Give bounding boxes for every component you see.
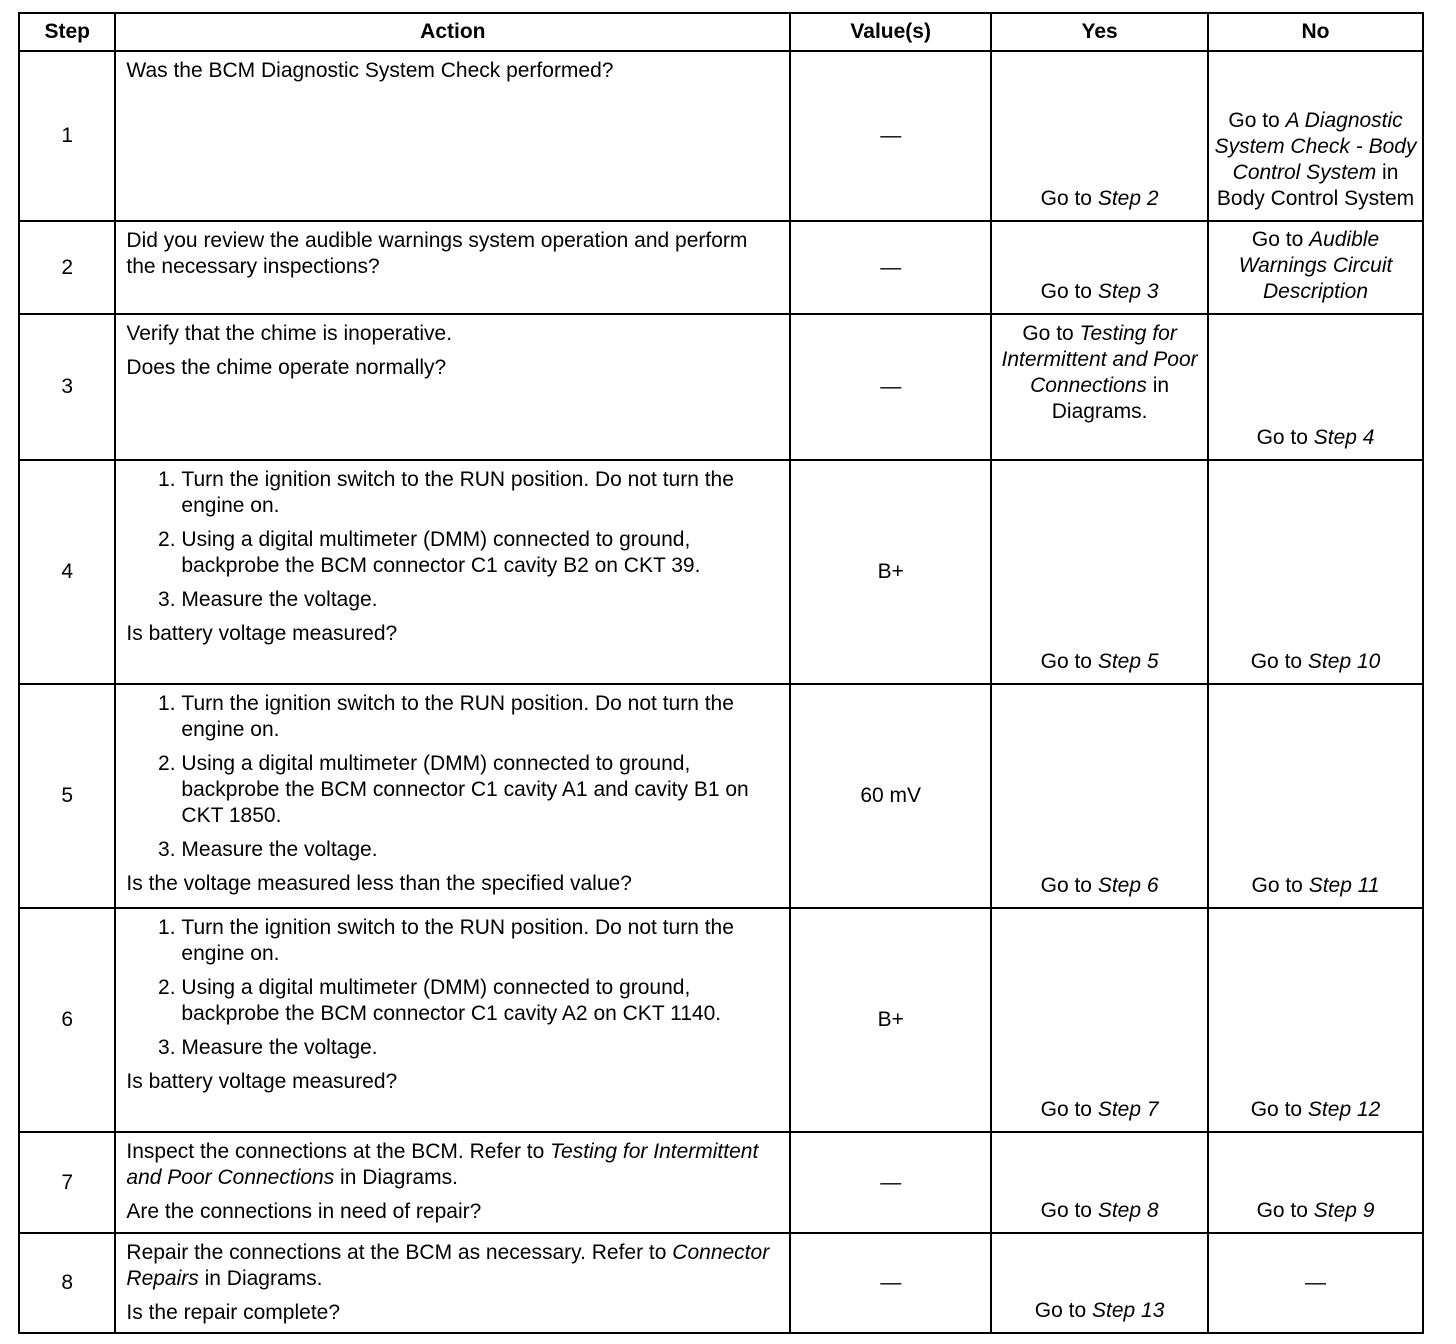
yes-link: Testing for Intermittent and Poor Connections xyxy=(1001,322,1198,397)
no-destination: Go to Step 9 xyxy=(1256,1199,1375,1222)
procedure-list xyxy=(126,915,779,1061)
step-cell xyxy=(19,314,115,460)
step-cell xyxy=(19,684,115,908)
action-question: Is the voltage measured less than the specified value? xyxy=(126,872,632,895)
step-number: 2 xyxy=(61,255,74,279)
yes-cell xyxy=(991,221,1208,314)
action-question: Does the chime operate normally? xyxy=(126,356,447,379)
yes-destination: Go to Step 8 xyxy=(1040,1199,1159,1222)
procedure-list xyxy=(126,691,779,863)
no-link: A Diagnostic System Check - Body Control System xyxy=(1214,109,1417,184)
no-destination: Go to Audible Warnings Circuit Description xyxy=(1238,228,1393,303)
no-cell xyxy=(1208,460,1423,684)
action-text: Inspect the connections at the BCM. Refer to Testing for Intermittent and Poor Connections in Diagrams. xyxy=(126,1140,759,1189)
value-text: B+ xyxy=(877,560,904,583)
no-link: Audible Warnings Circuit Description xyxy=(1238,228,1393,303)
procedure-step: 2. Using a digital multimeter (DMM) connected to ground, backprobe the BCM connector C1 cavity A2 on CKT 1140. xyxy=(181,975,779,1027)
yes-cell xyxy=(991,314,1208,460)
table-row xyxy=(19,221,1423,314)
diagnostic-table xyxy=(18,12,1424,1334)
action-question: Is battery voltage measured? xyxy=(126,1070,398,1093)
step-number: 5 xyxy=(61,784,74,807)
step-number: 8 xyxy=(61,1271,74,1294)
no-link: Step 11 xyxy=(1308,874,1380,897)
procedure-step: 1. Turn the ignition switch to the RUN position. Do not turn the engine on. xyxy=(181,691,779,743)
value-text: — xyxy=(880,255,902,279)
yes-destination: Go to Testing for Intermittent and Poor Connections in Diagrams. xyxy=(1001,322,1198,423)
procedure-step: 3. Measure the voltage. xyxy=(181,837,779,863)
yes-destination: Go to Step 13 xyxy=(1034,1299,1165,1322)
value-text: B+ xyxy=(877,1008,904,1031)
action-cell xyxy=(115,1132,790,1233)
yes-cell xyxy=(991,908,1208,1132)
no-cell xyxy=(1208,1233,1423,1333)
no-destination: Go to Step 10 xyxy=(1250,650,1381,673)
yes-cell xyxy=(991,51,1208,221)
action-text: Verify that the chime is inoperative. xyxy=(126,322,453,345)
table-row xyxy=(19,684,1423,908)
yes-link: Step 2 xyxy=(1097,187,1159,210)
action-text: Did you review the audible warnings system operation and perform the necessary inspections? xyxy=(126,229,748,278)
action-cell xyxy=(115,221,790,314)
value-cell xyxy=(790,1132,991,1233)
table-row xyxy=(19,908,1423,1132)
no-destination: Go to Step 12 xyxy=(1250,1098,1381,1121)
table-row xyxy=(19,460,1423,684)
action-cell xyxy=(115,51,790,221)
yes-cell xyxy=(991,684,1208,908)
value-cell xyxy=(790,908,991,1132)
no-link: Step 4 xyxy=(1313,426,1375,449)
value-text: — xyxy=(880,1271,902,1294)
value-text: — xyxy=(880,124,902,147)
no-link: Step 10 xyxy=(1307,650,1381,673)
yes-destination: Go to Step 7 xyxy=(1040,1098,1159,1121)
action-text: Repair the connections at the BCM as necessary. Refer to Connector Repairs in Diagrams. xyxy=(126,1241,770,1290)
procedure-step: 3. Measure the voltage. xyxy=(181,1035,779,1061)
yes-link: Step 7 xyxy=(1097,1098,1159,1121)
header-no: No xyxy=(1208,13,1423,51)
yes-destination: Go to Step 3 xyxy=(1040,280,1159,303)
yes-destination: Go to Step 6 xyxy=(1040,874,1159,897)
reference-link: Connector Repairs xyxy=(126,1241,770,1290)
yes-link: Step 8 xyxy=(1097,1199,1159,1222)
yes-destination: Go to Step 2 xyxy=(1040,187,1159,210)
header-values: Value(s) xyxy=(790,13,991,51)
yes-link: Step 5 xyxy=(1097,650,1159,673)
yes-link: Step 13 xyxy=(1091,1299,1165,1322)
reference-link: Testing for Intermittent and Poor Connections xyxy=(126,1140,759,1189)
action-cell xyxy=(115,460,790,684)
no-destination: Go to A Diagnostic System Check - Body Control System in Body Control System xyxy=(1214,109,1417,210)
no-cell xyxy=(1208,908,1423,1132)
no-cell xyxy=(1208,221,1423,314)
no-link: Step 9 xyxy=(1313,1199,1375,1222)
step-number: 3 xyxy=(61,375,74,398)
action-cell xyxy=(115,314,790,460)
no-cell xyxy=(1208,51,1423,221)
table-row xyxy=(19,1233,1423,1333)
step-number: 7 xyxy=(61,1170,74,1194)
step-number: 4 xyxy=(61,560,74,583)
header-row xyxy=(19,13,1423,51)
yes-destination: Go to Step 5 xyxy=(1040,650,1159,673)
value-cell xyxy=(790,51,991,221)
no-cell xyxy=(1208,314,1423,460)
step-cell xyxy=(19,1233,115,1333)
table-row xyxy=(19,1132,1423,1233)
value-cell xyxy=(790,314,991,460)
value-text: 60 mV xyxy=(860,784,922,807)
value-text: — xyxy=(880,375,902,398)
procedure-step: 2. Using a digital multimeter (DMM) connected to ground, backprobe the BCM connector C1 cavity B2 on CKT 39. xyxy=(181,527,779,579)
step-number: 1 xyxy=(61,124,74,147)
procedure-step: 3. Measure the voltage. xyxy=(181,587,779,613)
no-destination: Go to Step 11 xyxy=(1251,874,1380,897)
action-text: Was the BCM Diagnostic System Check performed? xyxy=(126,59,614,82)
header-yes: Yes xyxy=(991,13,1208,51)
action-cell xyxy=(115,684,790,908)
table-row xyxy=(19,51,1423,221)
yes-link: Step 6 xyxy=(1097,874,1159,897)
action-question: Is battery voltage measured? xyxy=(126,622,398,645)
value-text: — xyxy=(880,1170,902,1194)
table-row xyxy=(19,314,1423,460)
no-cell xyxy=(1208,684,1423,908)
value-cell xyxy=(790,1233,991,1333)
step-cell xyxy=(19,460,115,684)
step-cell xyxy=(19,51,115,221)
no-link: Step 12 xyxy=(1307,1098,1381,1121)
yes-link: Step 3 xyxy=(1097,280,1159,303)
no-destination: — xyxy=(1305,1271,1327,1294)
action-question: Are the connections in need of repair? xyxy=(126,1200,482,1223)
yes-cell xyxy=(991,1132,1208,1233)
no-destination: Go to Step 4 xyxy=(1256,426,1375,449)
step-cell xyxy=(19,221,115,314)
procedure-step: 1. Turn the ignition switch to the RUN position. Do not turn the engine on. xyxy=(181,915,779,967)
no-cell xyxy=(1208,1132,1423,1233)
value-cell xyxy=(790,460,991,684)
value-cell xyxy=(790,221,991,314)
procedure-list xyxy=(126,467,779,613)
yes-cell xyxy=(991,1233,1208,1333)
action-question: Is the repair complete? xyxy=(126,1301,341,1324)
procedure-step: 2. Using a digital multimeter (DMM) connected to ground, backprobe the BCM connector C1 cavity A1 and cavity B1 on CKT 1850. xyxy=(181,751,779,829)
header-step: Step xyxy=(19,13,115,51)
action-cell xyxy=(115,1233,790,1333)
action-cell xyxy=(115,908,790,1132)
procedure-step: 1. Turn the ignition switch to the RUN position. Do not turn the engine on. xyxy=(181,467,779,519)
header-action: Action xyxy=(115,13,790,51)
value-cell xyxy=(790,684,991,908)
yes-cell xyxy=(991,460,1208,684)
step-cell xyxy=(19,1132,115,1233)
step-number: 6 xyxy=(61,1008,74,1031)
step-cell xyxy=(19,908,115,1132)
